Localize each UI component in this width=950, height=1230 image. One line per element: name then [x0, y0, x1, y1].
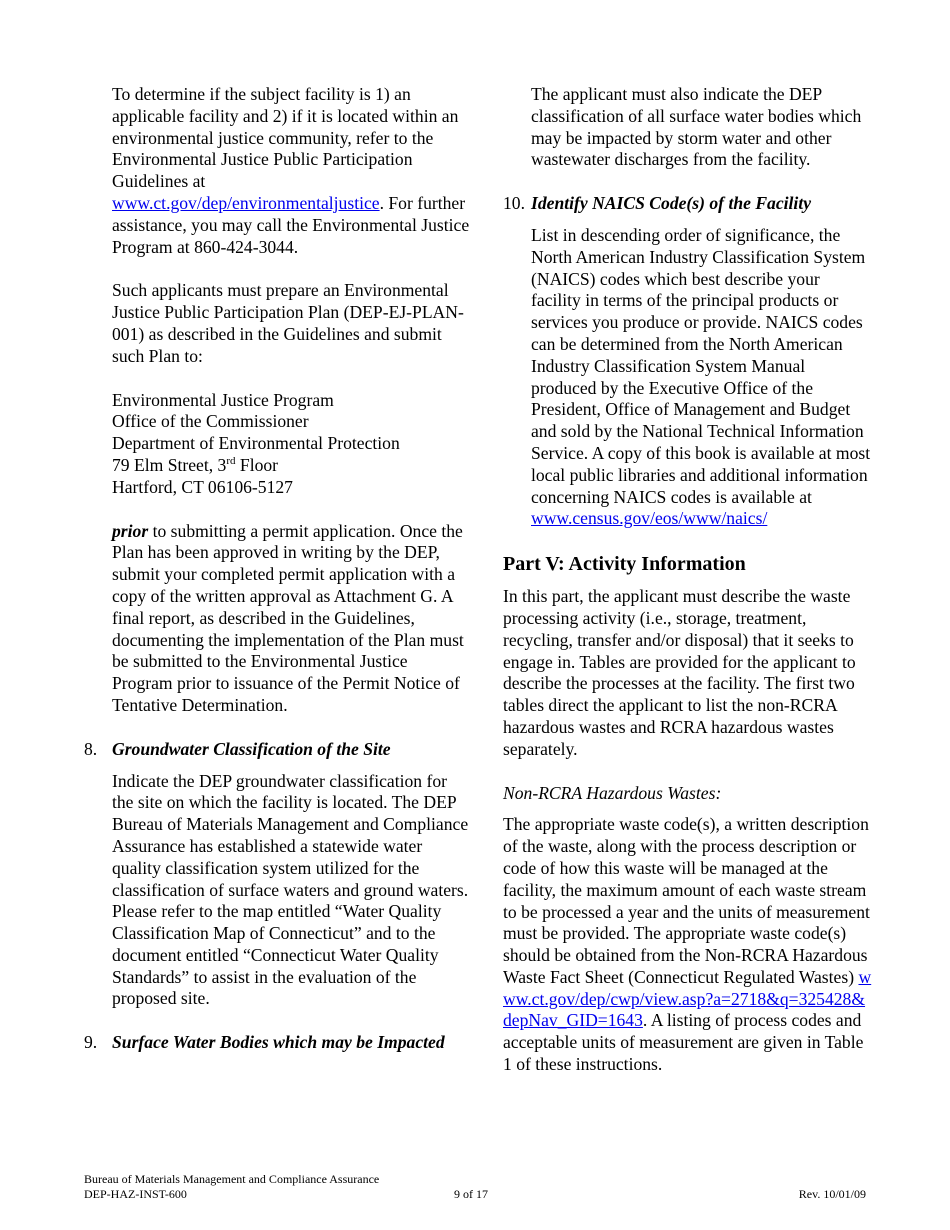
fact-sheet-link[interactable]: www.ct.gov/dep/cwp/view.asp?a=2718&q=325428&depNav_GID=1643: [503, 966, 872, 1031]
item-10-heading: 10. Identify NAICS Code(s) of the Facility: [503, 193, 812, 214]
environmental-justice-link[interactable]: www.ct.gov/dep/environmentaljustice: [112, 192, 380, 213]
right-column: [503, 84, 873, 1076]
footer-bar: [84, 1187, 866, 1201]
prior-paragraph: prior to submitting a permit application. Once the Plan has been approved in writing by the DEP, submit your completed permit application with a copy of the written approval as Attachment G. A final report, as described in the Guidelines, documenting the implementation of the Plan must be submitted to the Environmental Justice Program prior to issuance of the Permit Notice of Tentative Determination.: [112, 520, 464, 715]
ej-intro-paragraph: To determine if the subject facility is 1) an applicable facility and 2) if it is located within an environmental justice community, refer to the Environmental Justice Public Participation Guidelines at www.ct.gov/dep/environmentaljustice. For further assistance, you may call the Environmental Justice Program at 860-424-3044.: [112, 84, 470, 257]
address-line: Environmental Justice Program: [112, 389, 334, 410]
item-8-body: Indicate the DEP groundwater classification for the site on which the facility is located. The DEP Bureau of Materials Management and Compliance Assurance has established a statewide water quality classification system utilized for the classification of surface waters and ground waters. Please refer to the map entitled “Water Quality Classification Map of Connecticut” and to the document entitled “Connecticut Water Quality Standards” to assist in the evaluation of the proposed site.: [112, 770, 469, 1009]
non-rcra-paragraph: The appropriate waste code(s), a written description of the waste, along with the process description or code of how this waste will be managed at the facility, the maximum amount of each waste stream to be processed a year and the units of measurement must be provided. The appropriate waste code(s) should be obtained from the Non-RCRA Hazardous Waste Fact Sheet (Connecticut Regulated Wastes) www.ct.gov/dep/cwp/view.asp?a=2718&q=325428&depNav_GID=1643. A listing of process codes and acceptable units of measurement are given in Table 1 of these instructions.: [503, 814, 872, 1075]
surface-water-paragraph: The applicant must also indicate the DEP classification of all surface water bodies which may be impacted by storm water and other wastewater discharges from the facility.: [531, 84, 862, 170]
naics-link[interactable]: www.census.gov/eos/www/naics/: [531, 508, 768, 529]
address-line: 79 Elm Street, 3rd Floor: [112, 454, 279, 475]
item-10-body: List in descending order of significance, the North American Industry Classification System (NAICS) codes which best describe your facility in terms of the principal products or services you produce or provide. NAICS codes can be determined from the North American Industry Classification System Manual produced by the Executive Office of the President, Office of Management and Budget and sold by the National Technical Information Service. A copy of this book is available at most local public libraries and additional information concerning NAICS codes is available at www.census.gov/eos/www/naics/: [531, 224, 871, 529]
part-v-heading: Part V: Activity Information: [503, 553, 746, 576]
part-v-body: In this part, the applicant must describe the waste processing activity (i.e., storage, treatment, recycling, transfer and/or disposal) that it seeks to engage in. Tables are provided for the applicant to describe the processes at the facility. The first two tables direct the applicant to list the non-RCRA hazardous wastes and RCRA hazardous wastes separately.: [503, 586, 856, 759]
ej-address-block: [112, 390, 472, 499]
footer-page-number: 9 of 17: [454, 1187, 488, 1201]
non-rcra-subheading: Non-RCRA Hazardous Wastes:: [503, 782, 722, 803]
item-9-heading: 9. Surface Water Bodies which may be Impacted: [84, 1032, 445, 1053]
address-line: Hartford, CT 06106-5127: [112, 476, 293, 497]
footer-bureau: Bureau of Materials Management and Compliance Assurance: [84, 1172, 380, 1186]
item-8-heading: 8. Groundwater Classification of the Site: [84, 738, 391, 759]
ej-plan-paragraph: Such applicants must prepare an Environmental Justice Public Participation Plan (DEP-EJ-PLAN-001) as described in the Guidelines and submit such Plan to:: [112, 280, 464, 366]
address-line: Office of the Commissioner: [112, 411, 309, 432]
footer-doc-id: DEP-HAZ-INST-600: [84, 1187, 187, 1201]
footer-revision: Rev. 10/01/09: [798, 1187, 866, 1201]
address-line: Department of Environmental Protection: [112, 433, 400, 454]
left-column: [84, 84, 472, 1054]
